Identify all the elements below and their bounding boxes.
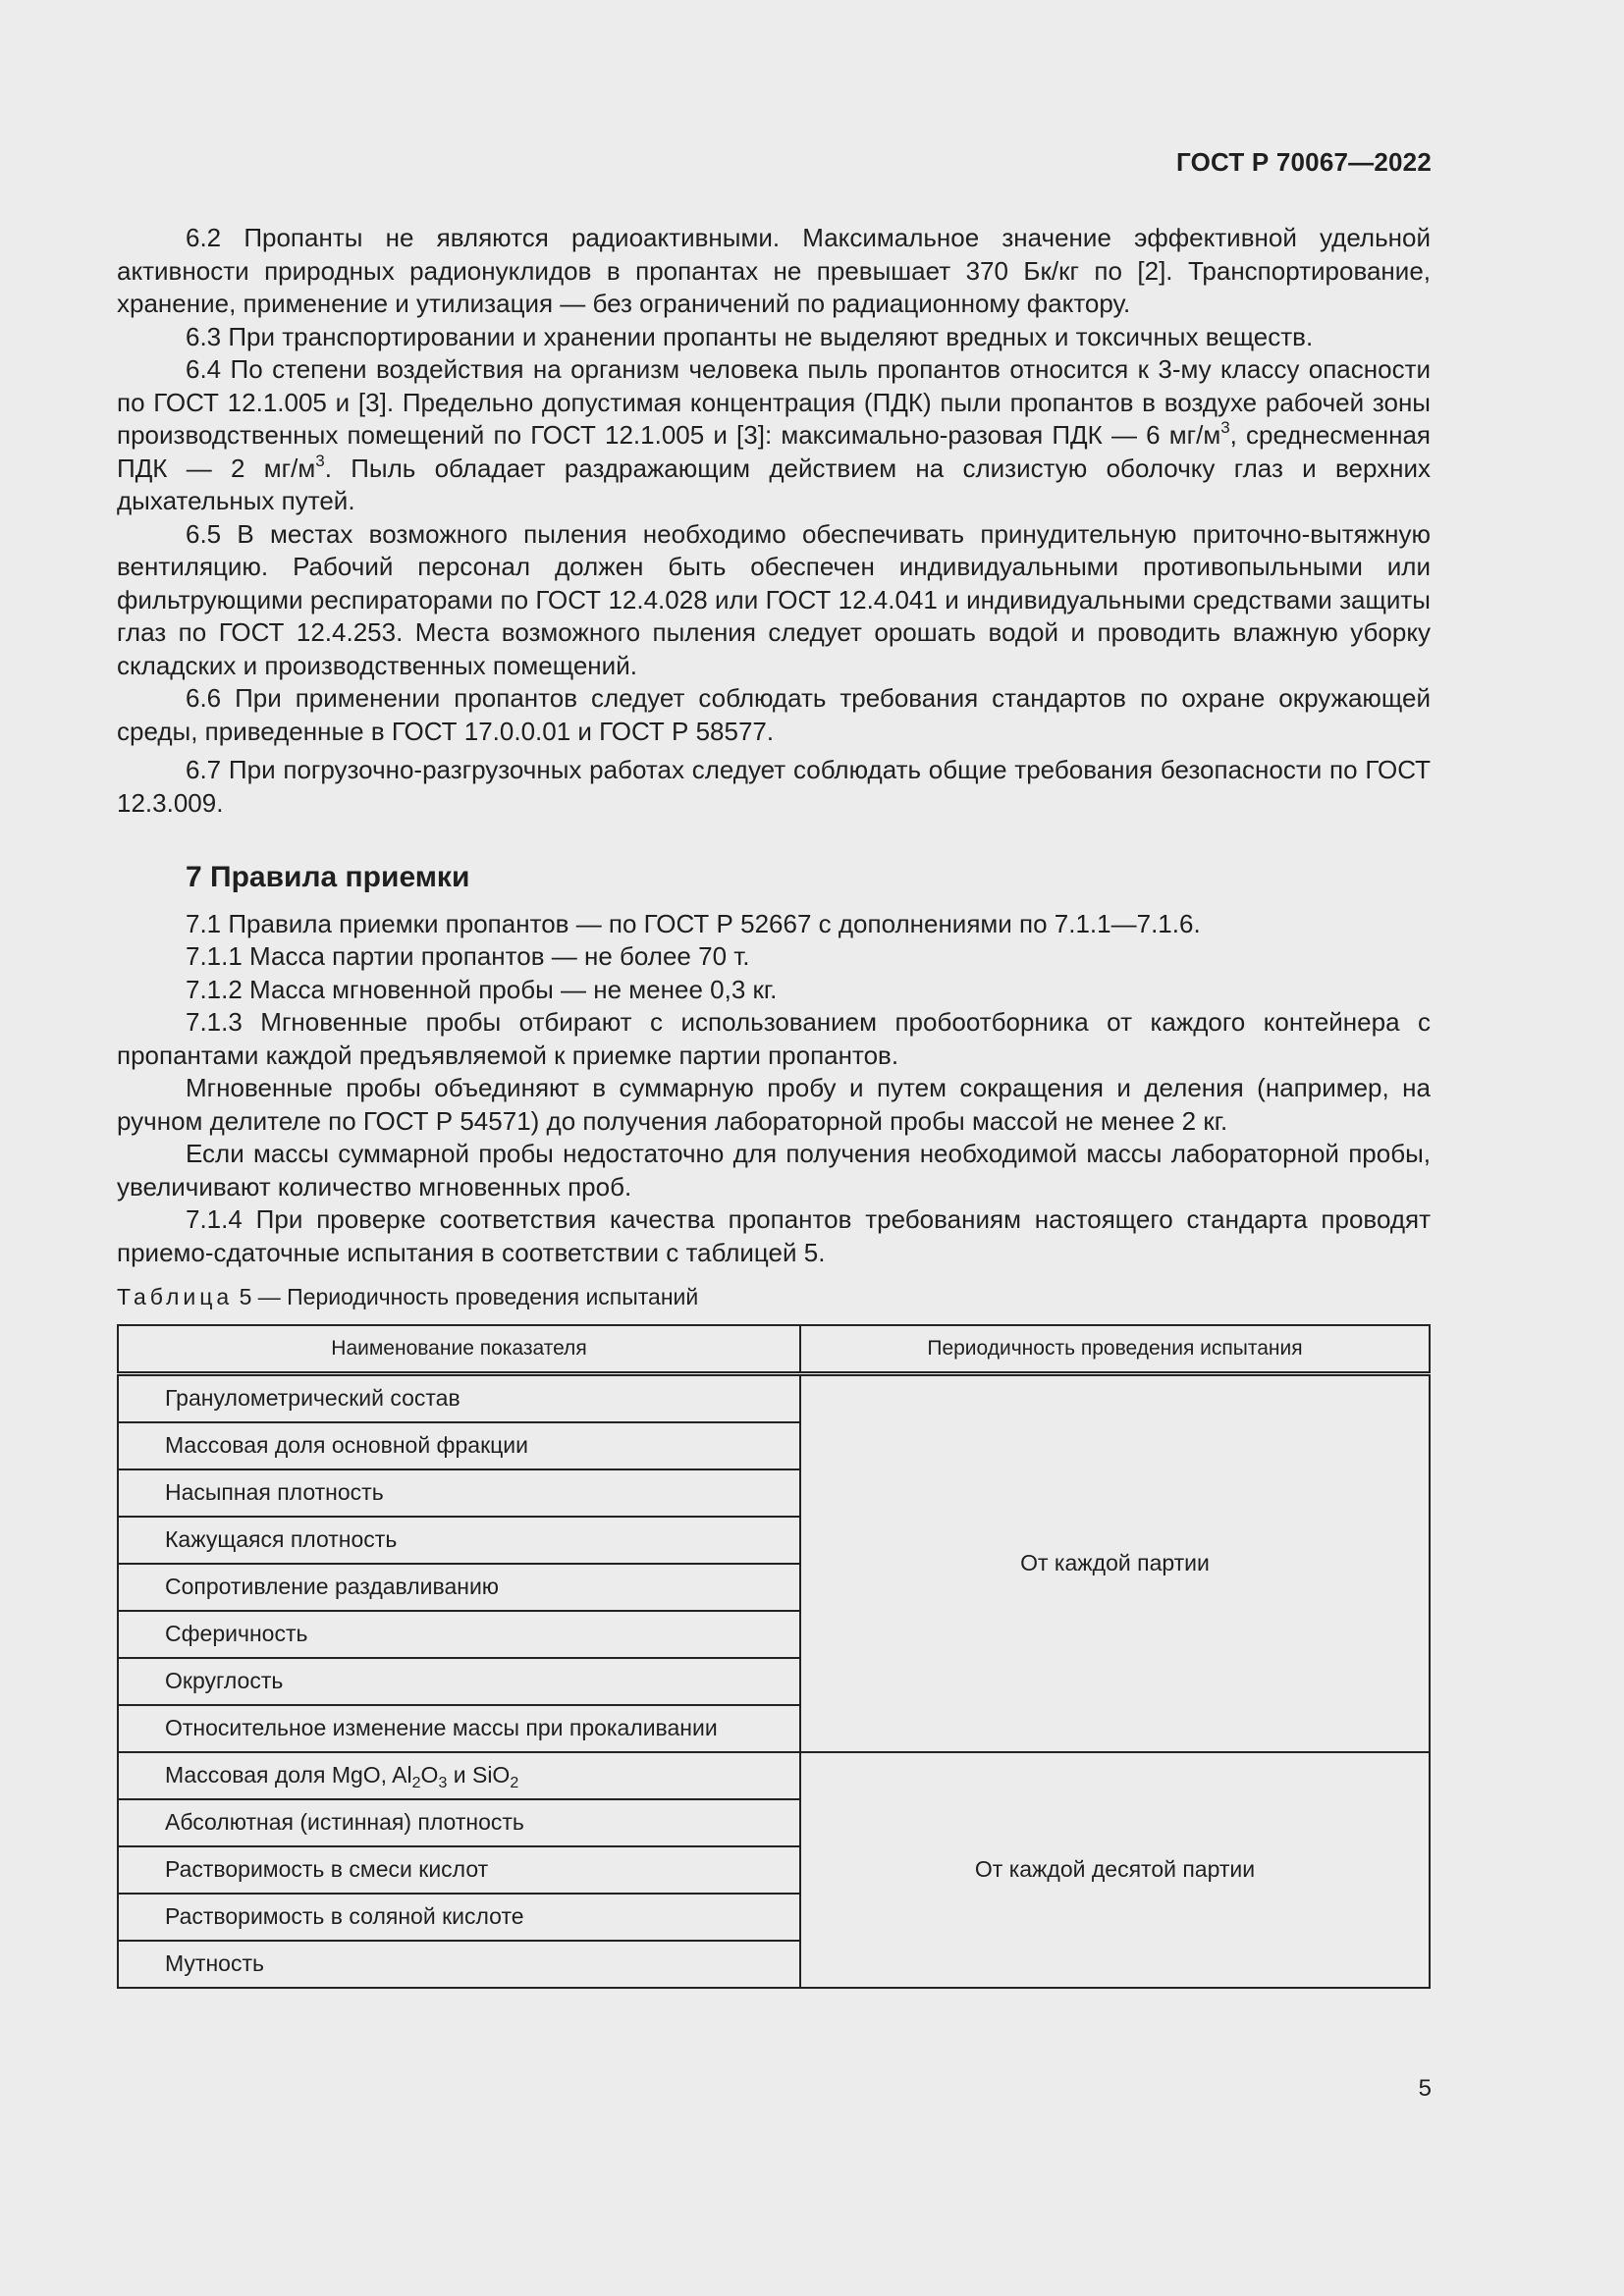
paragraph-7-1: 7.1 Правила приемки пропантов — по ГОСТ Р 52667 с дополнениями по 7.1.1—7.1.6. <box>186 908 1201 938</box>
indicator-cell: Абсолютная (истинная) плотность <box>118 1799 800 1846</box>
paragraph-7-1-2: 7.1.2 Масса мгновенной пробы — не менее 0,3 кг. <box>186 974 778 1004</box>
superscript-3: 3 <box>1220 418 1230 437</box>
header-test-periodicity: Периодичность проведения испытания <box>800 1325 1430 1374</box>
oxides-text-a: Массовая доля MgO, Al <box>165 1762 412 1789</box>
table-header-row <box>118 1325 1430 1374</box>
paragraph-6-4 <box>117 353 1431 518</box>
subscript: 2 <box>510 1775 519 1792</box>
table-caption <box>117 1283 1431 1310</box>
table-caption-text: 5 — Периодичность проведения испытаний <box>233 1284 699 1309</box>
oxides-text-c: и SiO <box>447 1762 511 1789</box>
table-caption-word: Таблица <box>117 1284 234 1309</box>
paragraph-7-1-1: 7.1.1 Масса партии пропантов — не более 70 т. <box>186 941 750 971</box>
indicator-cell: Сферичность <box>118 1611 800 1658</box>
paragraph-6-4-part-c: . Пыль обладает раздражающим действием на слизистую оболочку глаз и верхних дыхательных путей. <box>117 453 1431 515</box>
table-row <box>118 1752 1430 1799</box>
indicator-cell: Растворимость в соляной кислоте <box>118 1894 800 1941</box>
indicator-cell: Сопротивление раздавливанию <box>118 1564 800 1611</box>
indicator-cell: Кажущаяся плотность <box>118 1517 800 1564</box>
indicator-cell: Растворимость в смеси кислот <box>118 1846 800 1894</box>
paragraph-7-1-3: 7.1.3 Мгновенные пробы отбирают с использованием пробоотборника от каждого контейнера с пропантами каждой предъявляемой к приемке партии пропантов. <box>117 1007 1431 1070</box>
indicator-cell: Гранулометрический состав <box>118 1374 800 1423</box>
paragraph-7-1-4: 7.1.4 При проверке соответствия качества пропантов требованиям настоящего стандарта проводят приемо-сдаточные испытания в соответствии с таблицей 5. <box>117 1204 1431 1267</box>
indicator-cell: Массовая доля основной фракции <box>118 1422 800 1469</box>
page-number: 5 <box>1418 2075 1432 2102</box>
oxides-text-b: O <box>420 1762 439 1789</box>
indicator-cell-oxides <box>118 1752 800 1799</box>
paragraph-6-3: 6.3 При транспортировании и хранении пропанты не выделяют вредных и токсичных веществ. <box>186 321 1314 351</box>
document-body <box>117 222 1431 1989</box>
paragraph-7-1-3-c: Если массы суммарной пробы недостаточно для получения необходимой массы лабораторной пробы, увеличивают количество мгновенных проб. <box>117 1139 1431 1201</box>
subscript: 2 <box>411 1775 421 1792</box>
section-7-title: 7 Правила приемки <box>186 861 470 893</box>
indicator-cell: Насыпная плотность <box>118 1469 800 1517</box>
table-row <box>118 1374 1430 1423</box>
table-5 <box>117 1324 1431 1989</box>
superscript-3: 3 <box>315 451 325 470</box>
indicator-cell: Относительное изменение массы при прокаливании <box>118 1705 800 1752</box>
subscript: 3 <box>438 1775 448 1792</box>
paragraph-6-4-part-a: 6.4 По степени воздействия на организм человека пыль пропантов относится к 3-му классу опасности по ГОСТ 12.1.005 и [3]. Предельно допустимая концентрация (ПДК) пыли пропантов в воздухе рабочей зоны производственных помещений по ГОСТ 12.1.005 и [3]: максимально-разовая ПДК — 6 мг/м <box>117 354 1431 450</box>
paragraph-6-4-part-b: , среднесменная ПДК — 2 мг/м <box>117 420 1431 483</box>
paragraph-7-1-3-b: Мгновенные пробы объединяют в суммарную пробу и путем сокращения и деления (например, на ручном делителе по ГОСТ Р 54571) до получения лабораторной пробы массой не менее 2 кг. <box>117 1073 1431 1136</box>
indicator-cell: Округлость <box>118 1658 800 1705</box>
indicator-cell: Мутность <box>118 1941 800 1988</box>
periodicity-every-tenth-batch: От каждой десятой партии <box>800 1752 1430 1988</box>
periodicity-each-batch: От каждой партии <box>800 1374 1430 1753</box>
paragraph-6-7: 6.7 При погрузочно-разгрузочных работах следует соблюдать общие требования безопасности по ГОСТ 12.3.009. <box>117 755 1431 818</box>
header-indicator-name: Наименование показателя <box>118 1325 800 1374</box>
paragraph-6-2: 6.2 Пропанты не являются радиоактивными. Максимальное значение эффективной удельной активности природных радионуклидов в пропантах не превышает 370 Бк/кг по [2]. Транспортирование, хранение, применение и утилизация — без ограничений по радиационному фактору. <box>117 223 1431 318</box>
document-id: ГОСТ Р 70067—2022 <box>1176 147 1432 177</box>
paragraph-6-6: 6.6 При применении пропантов следует соблюдать требования стандартов по охране окружающей среды, приведенные в ГОСТ 17.0.0.01 и ГОСТ Р 58577. <box>117 683 1431 746</box>
paragraph-6-5: 6.5 В местах возможного пыления необходимо обеспечивать принудительную приточно-вытяжную вентиляцию. Рабочий персонал должен быть обеспечен индивидуальными противопыльными или фильтрующими респираторами по ГОСТ 12.4.028 или ГОСТ 12.4.041 и индивидуальными средствами защиты глаз по ГОСТ 12.4.253. Места возможного пыления следует орошать водой и проводить влажную уборку складских и производственных помещений. <box>117 518 1431 680</box>
